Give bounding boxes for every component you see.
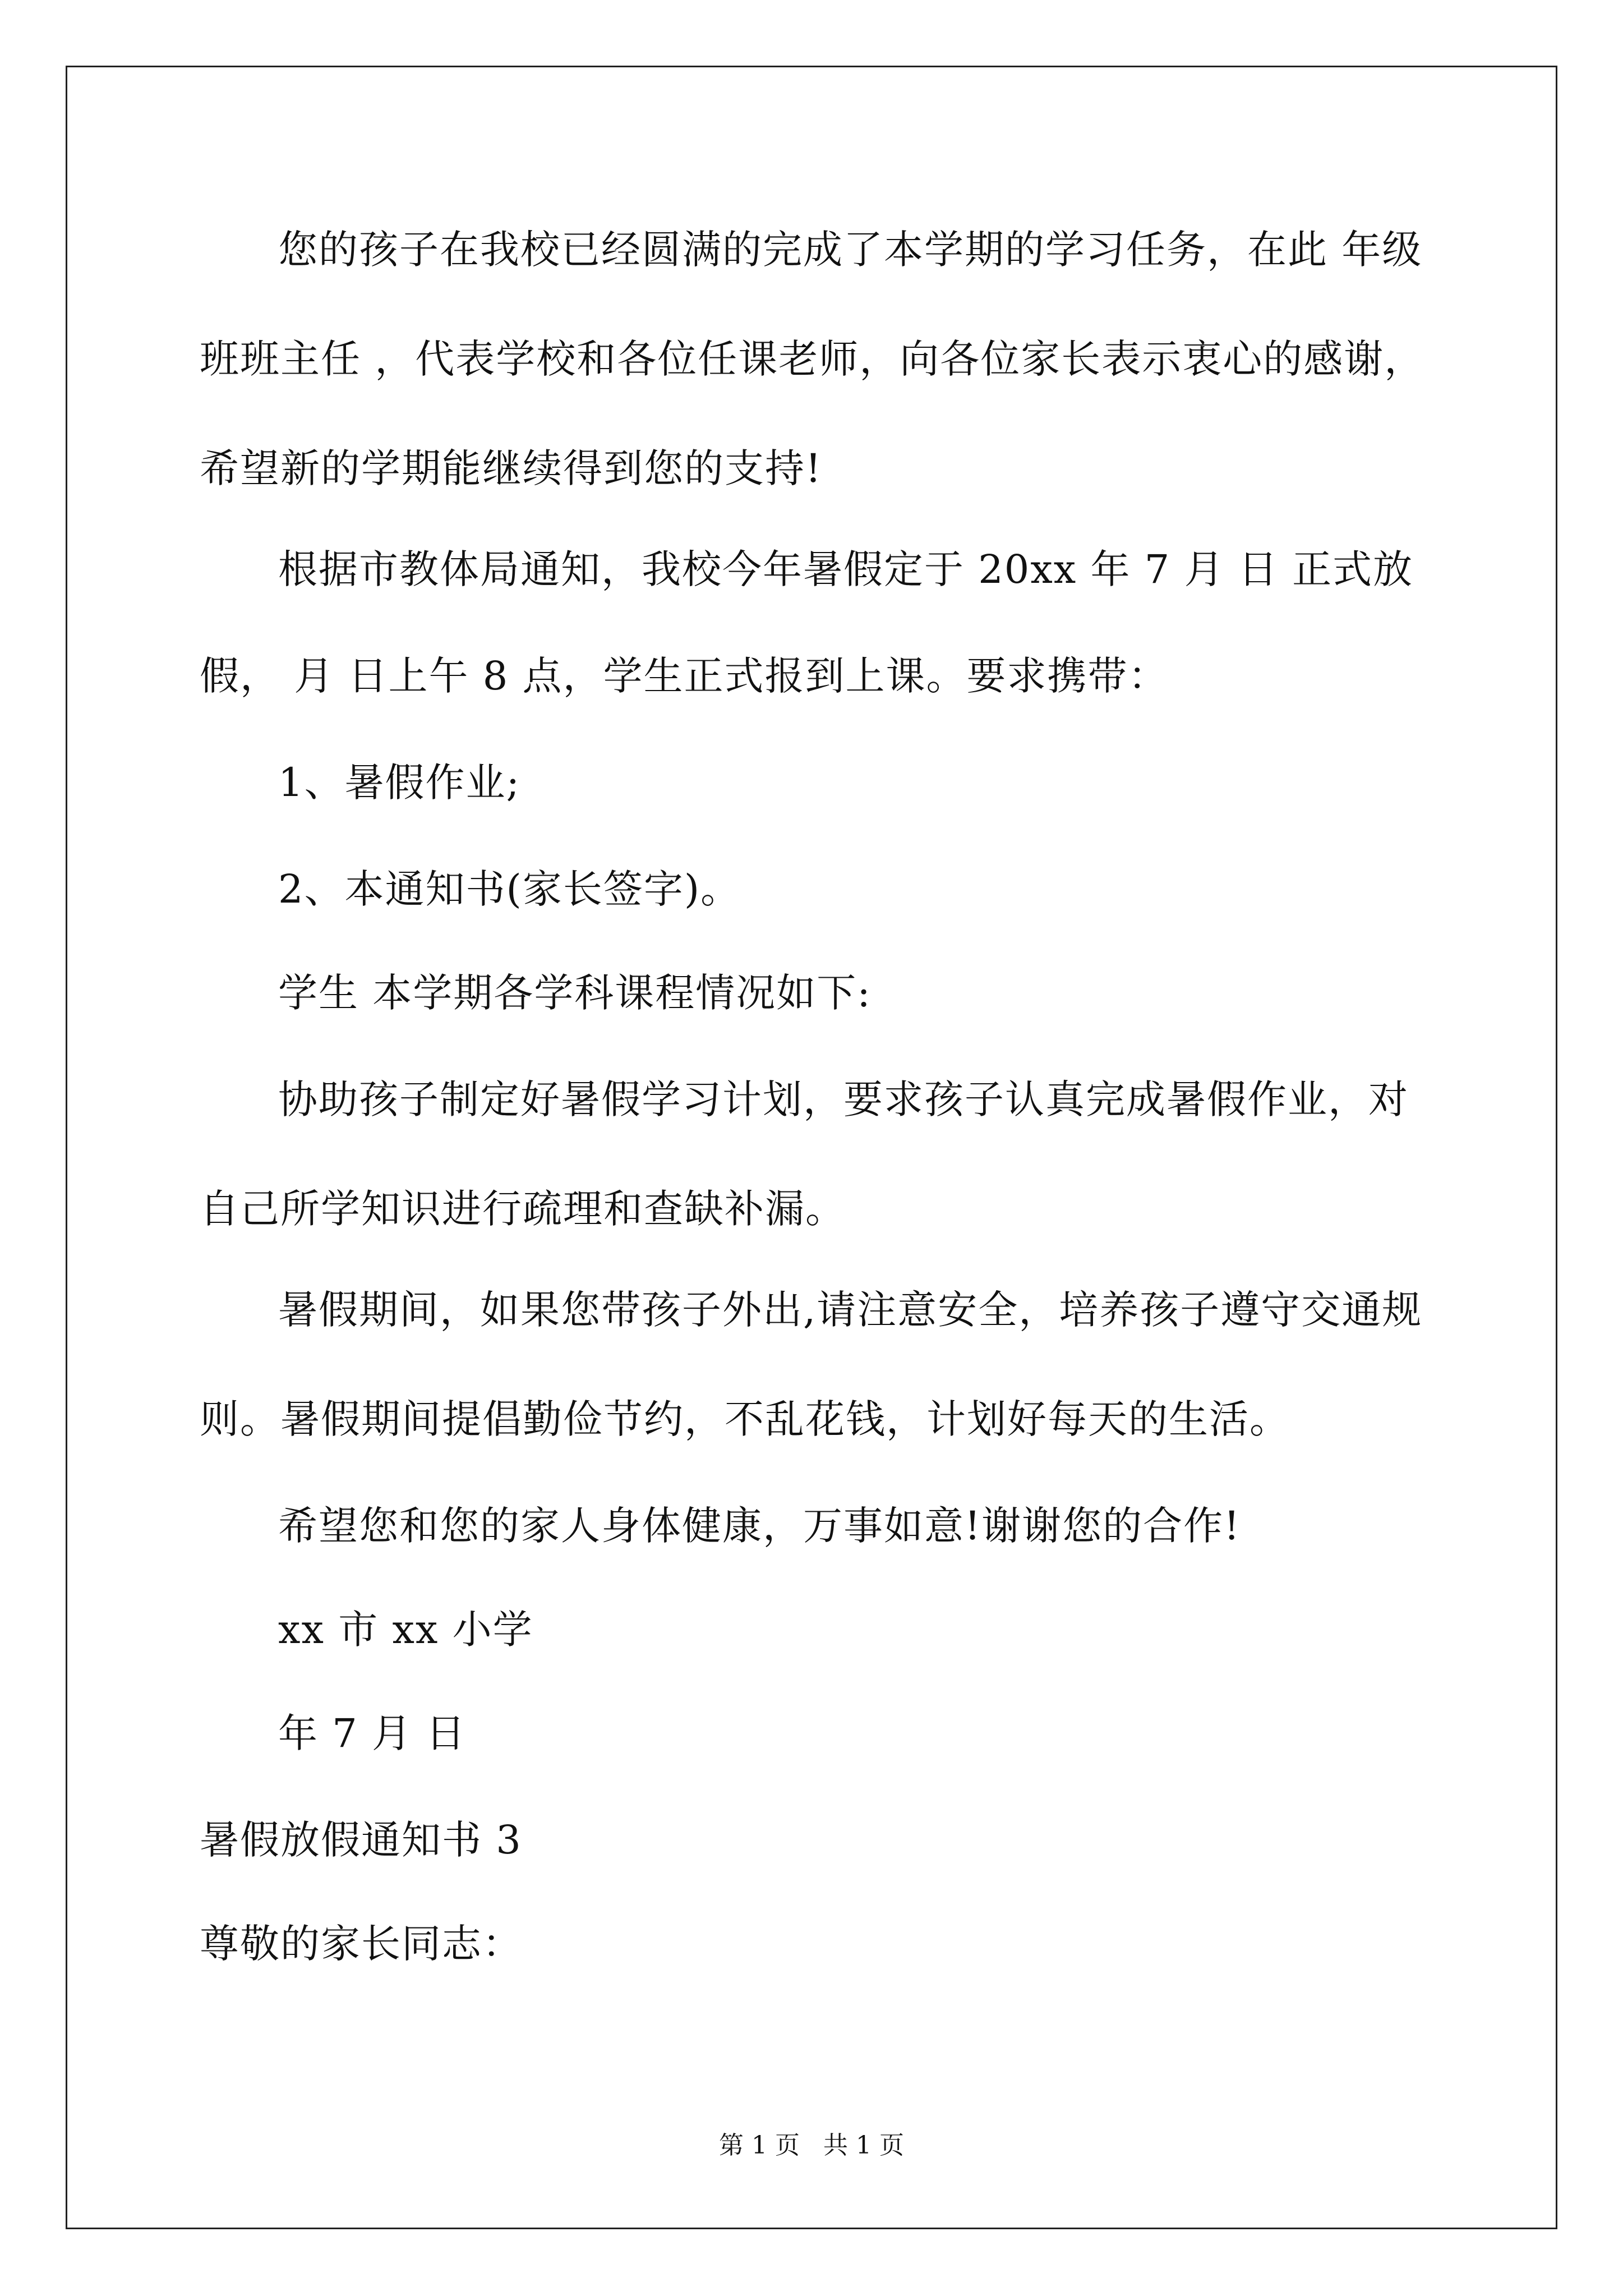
paragraph-line: 班班主任 ，代表学校和各位任课老师，向各位家长表示衷心的感谢， bbox=[200, 336, 1425, 382]
paragraph-line: 希望新的学期能继续得到您的支持! bbox=[200, 445, 823, 491]
signature-date: 年 7 月 日 bbox=[278, 1710, 467, 1756]
paragraph-line: 协助孩子制定好暑假学习计划，要求孩子认真完成暑假作业，对 bbox=[278, 1076, 1409, 1122]
list-item: 1、暑假作业; bbox=[278, 760, 521, 806]
salutation: 尊敬的家长同志： bbox=[200, 1921, 523, 1967]
paragraph-line: 学生 本学期各学科课程情况如下: bbox=[278, 970, 872, 1016]
paragraph-line: 希望您和您的家人身体健康，万事如意!谢谢您的合作! bbox=[278, 1503, 1241, 1549]
page-border bbox=[66, 66, 1557, 2229]
paragraph-line: 自己所学知识进行疏理和查缺补漏。 bbox=[200, 1186, 846, 1232]
paragraph-line: 您的孩子在我校已经圆满的完成了本学期的学习任务，在此 年级 bbox=[278, 227, 1423, 273]
list-item: 2、本通知书(家长签字)。 bbox=[278, 866, 741, 912]
page-footer: 第 1 页 共 1 页 bbox=[719, 2131, 904, 2160]
paragraph-line: 根据市教体局通知，我校今年暑假定于 20xx 年 7 月 日 正式放 bbox=[278, 546, 1414, 592]
section-title: 暑假放假通知书 3 bbox=[200, 1817, 522, 1863]
paragraph-line: 假， 月 日上午 8 点，学生正式报到上课。要求携带： bbox=[200, 653, 1169, 699]
signature-school: xx 市 xx 小学 bbox=[278, 1607, 533, 1653]
paragraph-line: 暑假期间，如果您带孩子外出,请注意安全，培养孩子遵守交通规 bbox=[278, 1287, 1423, 1333]
paragraph-line: 则。暑假期间提倡勤俭节约，不乱花钱，计划好每天的生活。 bbox=[200, 1396, 1290, 1442]
